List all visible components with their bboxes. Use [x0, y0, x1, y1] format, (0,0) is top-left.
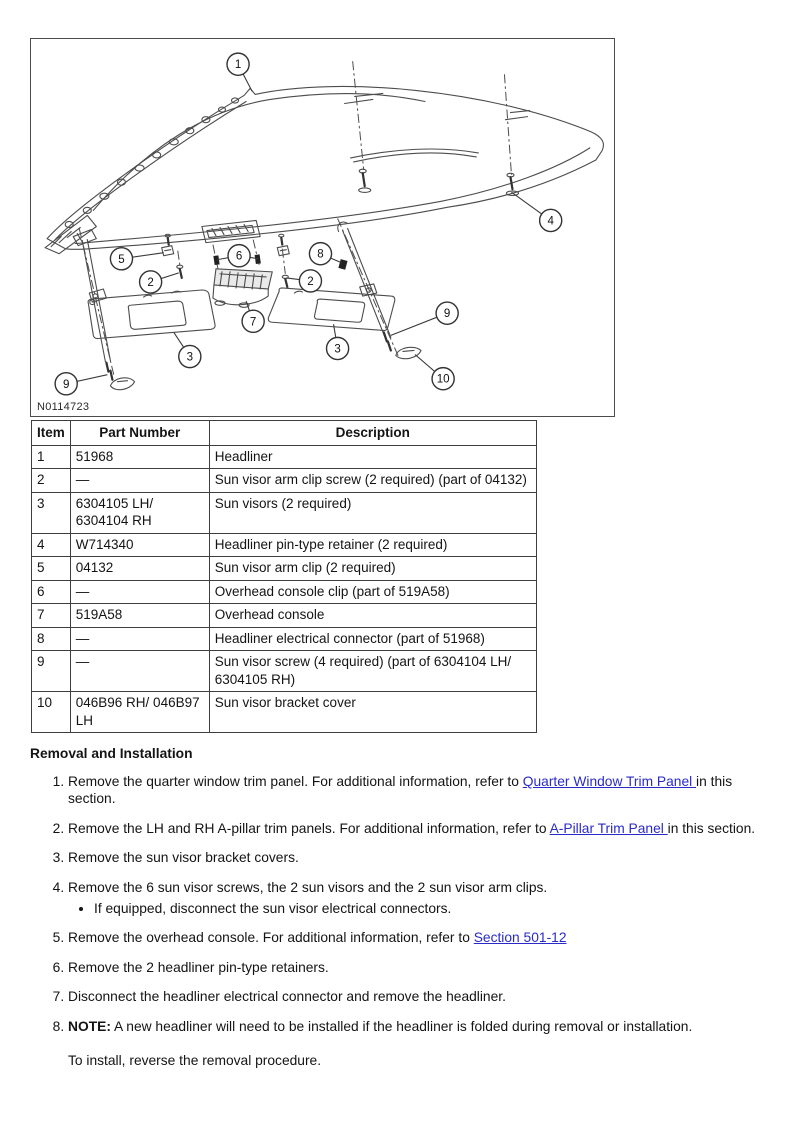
- exploded-view-figure: [30, 38, 615, 417]
- table-cell: 51968: [70, 445, 209, 469]
- svg-text:1: 1: [234, 59, 242, 72]
- svg-text:2: 2: [307, 275, 314, 288]
- table-row: [32, 469, 537, 493]
- table-cell: 9: [32, 651, 71, 692]
- svg-text:8: 8: [317, 248, 324, 261]
- procedure-step: 5. Remove the overhead console. For additional information, refer to Section 501-12: [68, 929, 778, 946]
- table-cell: Headliner electrical connector (part of 51968): [209, 627, 536, 651]
- svg-text:7: 7: [249, 316, 257, 329]
- reference-link[interactable]: Quarter Window Trim Panel: [522, 774, 697, 789]
- callout-1: [227, 53, 252, 91]
- callout-9: [55, 373, 107, 395]
- table-cell: Overhead console clip (part of 519A58): [209, 580, 536, 604]
- table-header: Item: [32, 421, 71, 446]
- procedure-step: 8. NOTE: A new headliner will need to be installed if the headliner is folded during removal or installation.: [68, 1018, 778, 1035]
- svg-text:9: 9: [443, 308, 451, 321]
- svg-text:2: 2: [147, 276, 154, 289]
- callout-7: [242, 301, 264, 332]
- table-cell: 519A58: [70, 604, 209, 628]
- table-header: Description: [209, 421, 536, 446]
- table-cell: 046B96 RH/ 046B97 LH: [70, 692, 209, 733]
- table-cell: 4: [32, 533, 71, 557]
- install-note: To install, reverse the removal procedure.: [68, 1052, 322, 1068]
- callout-5: [110, 248, 163, 270]
- callout-6: [217, 245, 258, 267]
- figure-id-label: N0114723: [37, 401, 90, 413]
- table-cell: 8: [32, 627, 71, 651]
- svg-text:9: 9: [62, 378, 70, 391]
- procedure-section: [30, 773, 778, 1069]
- table-row: [32, 692, 537, 733]
- callout-10: [415, 355, 454, 390]
- procedure-step: 7. Disconnect the headliner electrical connector and remove the headliner.: [68, 988, 778, 1005]
- table-cell: Sun visor arm clip (2 required): [209, 557, 536, 581]
- procedure-step: 3. Remove the sun visor bracket covers.: [68, 849, 778, 866]
- table-cell: 5: [32, 557, 71, 581]
- table-cell: Sun visor arm clip screw (2 required) (part of 04132): [209, 469, 536, 493]
- svg-text:10: 10: [436, 373, 450, 386]
- table-row: [32, 580, 537, 604]
- procedure-step: 1. Remove the quarter window trim panel. For additional information, refer to Quarter Window Trim Panel in this section.: [68, 773, 778, 807]
- table-cell: —: [70, 651, 209, 692]
- table-cell: 3: [32, 492, 71, 533]
- table-cell: Headliner: [209, 445, 536, 469]
- table-row: [32, 604, 537, 628]
- callout-4: [511, 192, 561, 231]
- table-cell: —: [70, 627, 209, 651]
- table-cell: 1: [32, 445, 71, 469]
- table-cell: —: [70, 580, 209, 604]
- procedure-step-list: [30, 773, 778, 1035]
- callout-layer: [55, 53, 562, 395]
- svg-text:6: 6: [235, 250, 243, 263]
- reference-link[interactable]: A-Pillar Trim Panel: [549, 820, 668, 836]
- svg-text:3: 3: [186, 351, 194, 364]
- procedure-step: 6. Remove the 2 headliner pin-type retainers.: [68, 959, 778, 976]
- exploded-diagram: [31, 39, 614, 416]
- table-cell: 2: [32, 469, 71, 493]
- table-cell: Sun visors (2 required): [209, 492, 536, 533]
- table-cell: 7: [32, 604, 71, 628]
- procedure-step: 4. Remove the 6 sun visor screws, the 2 sun visors and the 2 sun visor arm clips. • If equipped, disconnect the sun visor electrical connectors.: [68, 879, 778, 917]
- table-row: [32, 651, 537, 692]
- table-row: [32, 627, 537, 651]
- table-cell: Headliner pin-type retainer (2 required): [209, 533, 536, 557]
- table-cell: 04132: [70, 557, 209, 581]
- table-cell: Sun visor screw (4 required) (part of 6304104 LH/ 6304105 RH): [209, 651, 536, 692]
- section-heading: Removal and Installation: [30, 746, 193, 761]
- parts-table: [31, 420, 537, 733]
- table-cell: W714340: [70, 533, 209, 557]
- table-cell: —: [70, 469, 209, 493]
- procedure-substep: • If equipped, disconnect the sun visor electrical connectors.: [94, 900, 778, 917]
- table-cell: 6: [32, 580, 71, 604]
- table-cell: 6304105 LH/ 6304104 RH: [70, 492, 209, 533]
- table-cell: Overhead console: [209, 604, 536, 628]
- callout-2: [140, 271, 179, 293]
- table-row: [32, 533, 537, 557]
- table-cell: Sun visor bracket cover: [209, 692, 536, 733]
- table-cell: 10: [32, 692, 71, 733]
- svg-text:4: 4: [547, 215, 554, 228]
- table-row: [32, 445, 537, 469]
- headliner-drawing: [45, 61, 603, 390]
- note-label: NOTE:: [68, 1018, 111, 1034]
- table-row: [32, 492, 537, 533]
- svg-text:5: 5: [118, 253, 125, 266]
- callout-9: [391, 302, 458, 335]
- table-row: [32, 557, 537, 581]
- callout-3: [174, 332, 201, 367]
- callout-3: [327, 324, 349, 359]
- table-header: Part Number: [70, 421, 209, 446]
- svg-text:3: 3: [334, 343, 341, 356]
- procedure-step: 2. Remove the LH and RH A-pillar trim panels. For additional information, refer to A-Pillar Trim Panel in this section.: [68, 820, 778, 837]
- callout-8: [309, 243, 341, 265]
- reference-link[interactable]: Section 501-12: [473, 930, 567, 945]
